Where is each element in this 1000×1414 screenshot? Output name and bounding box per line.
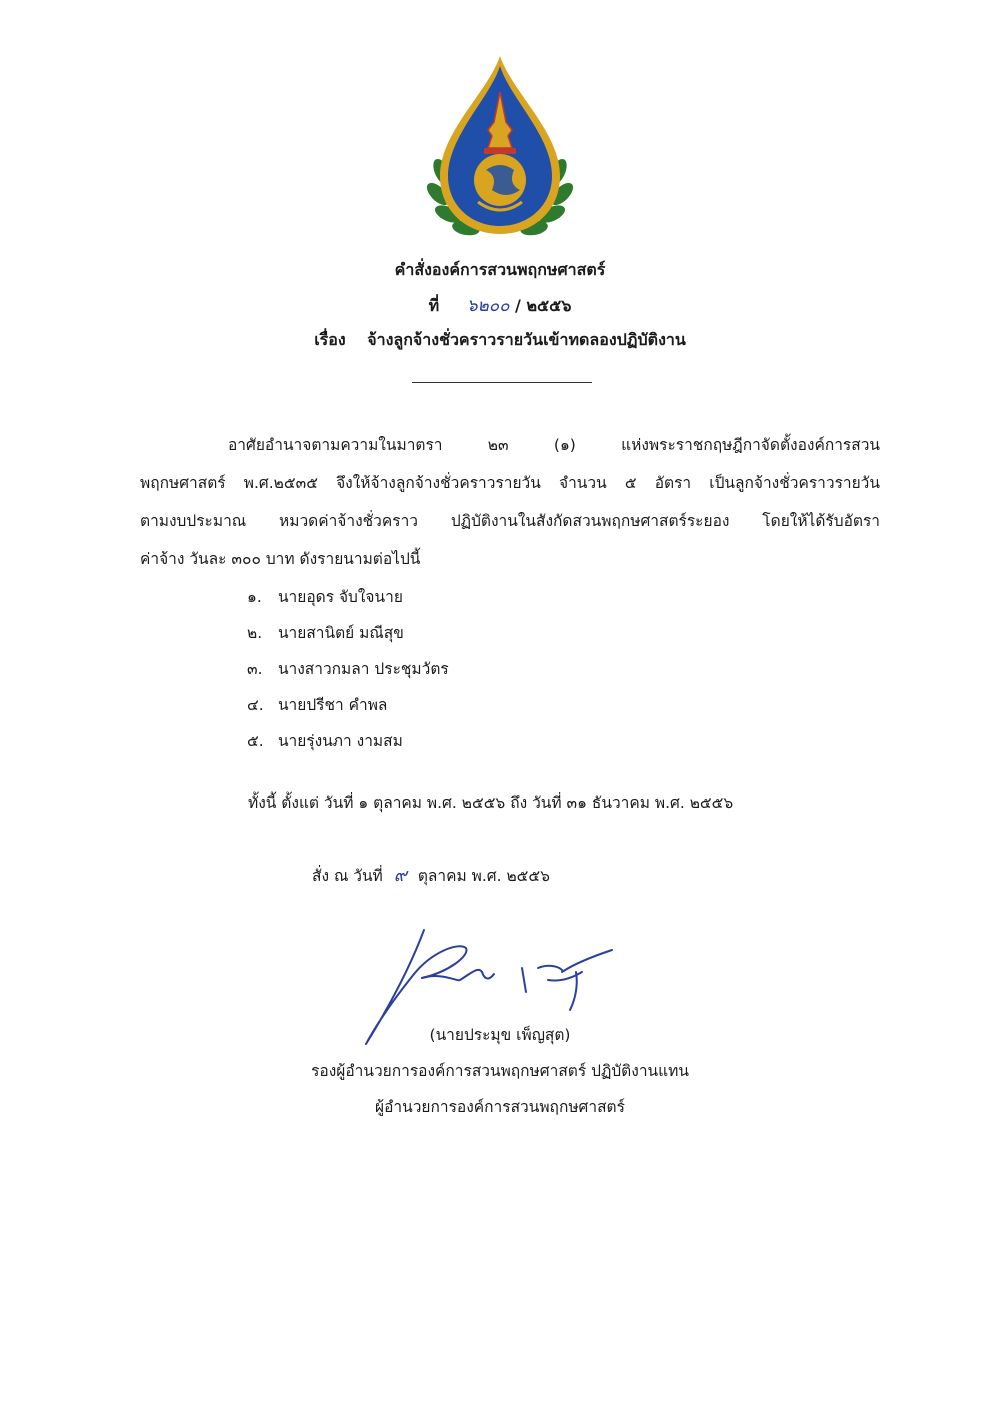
list-item-name: นายสานิตย์ มณีสุข — [277, 624, 404, 642]
paragraph-line-4: ค่าจ้าง วันละ ๓๐๐ บาท ดังรายนามต่อไปนี้ — [140, 550, 421, 568]
list-item — [247, 692, 387, 717]
list-item-number: ๒. — [247, 624, 263, 642]
list-item-name: นายรุ่งนภา งามสม — [277, 732, 403, 750]
list-item-name: นายอุดร จับใจนาย — [277, 588, 403, 606]
signatory-name: (นายประมุข เพ็ญสุต) — [429, 1026, 571, 1044]
paragraph-line-2: พฤกษศาสตร์ พ.ศ.๒๕๓๕ จึงให้จ้างลูกจ้างชั่วคราวรายวัน จำนวน ๕ อัตรา เป็นลูกจ้างชั่วคราวรายวัน — [140, 474, 880, 492]
order-date-prefix: สั่ง ณ วันที่ — [312, 867, 383, 885]
order-date-suffix: ตุลาคม พ.ศ. ๒๕๕๖ — [417, 867, 550, 885]
order-number-label: ที่ — [428, 296, 440, 315]
organization-logo — [420, 52, 580, 242]
signatory-position-line2: ผู้อำนวยการองค์การสวนพฤกษศาสตร์ — [375, 1098, 625, 1116]
list-item — [247, 584, 403, 609]
order-number-handwritten: ๖๒๐๐ — [466, 296, 510, 316]
order-subject-line — [0, 328, 1000, 353]
subject-text: จ้างลูกจ้างชั่วคราวรายวันเข้าทดลองปฏิบัติงาน — [367, 330, 686, 349]
list-item-name: นายปรีชา คำพล — [277, 696, 388, 714]
list-item-number: ๑. — [247, 588, 262, 606]
divider-rule — [412, 382, 592, 383]
list-item-name: นางสาวกมลา ประชุมวัตร — [277, 660, 449, 678]
list-item — [247, 620, 404, 645]
list-item — [247, 656, 449, 681]
order-number-suffix: / ๒๕๕๖ — [515, 296, 572, 315]
employment-period: ทั้งนี้ ตั้งแต่ วันที่ ๑ ตุลาคม พ.ศ. ๒๕๕๖ ถึง วันที่ ๓๑ ธันวาคม พ.ศ. ๒๕๕๖ — [248, 794, 734, 812]
list-item — [247, 728, 403, 753]
paragraph-line-3: ตามงบประมาณ หมวดค่าจ้างชั่วคราว ปฏิบัติงานในสังกัดสวนพฤกษศาสตร์ระยอง โดยให้ได้รับอัตรา — [140, 512, 880, 530]
order-title: คำสั่งองค์การสวนพฤกษศาสตร์ — [394, 260, 606, 279]
list-item-number: ๔. — [247, 696, 264, 714]
signatory-position-line1: รองผู้อำนวยการองค์การสวนพฤกษศาสตร์ ปฏิบัติงานแทน — [311, 1062, 689, 1080]
list-item-number: ๓. — [247, 660, 263, 678]
order-date-day-handwritten: ๙ — [393, 865, 407, 886]
list-item-number: ๕. — [247, 732, 264, 750]
paragraph-line-1: อาศัยอำนาจตามความในมาตรา ๒๓ (๑) แห่งพระราชกฤษฎีกาจัดตั้งองค์การสวน — [228, 436, 880, 454]
order-number-line — [0, 292, 1000, 319]
order-date-line — [312, 860, 550, 889]
subject-label: เรื่อง — [314, 330, 346, 349]
